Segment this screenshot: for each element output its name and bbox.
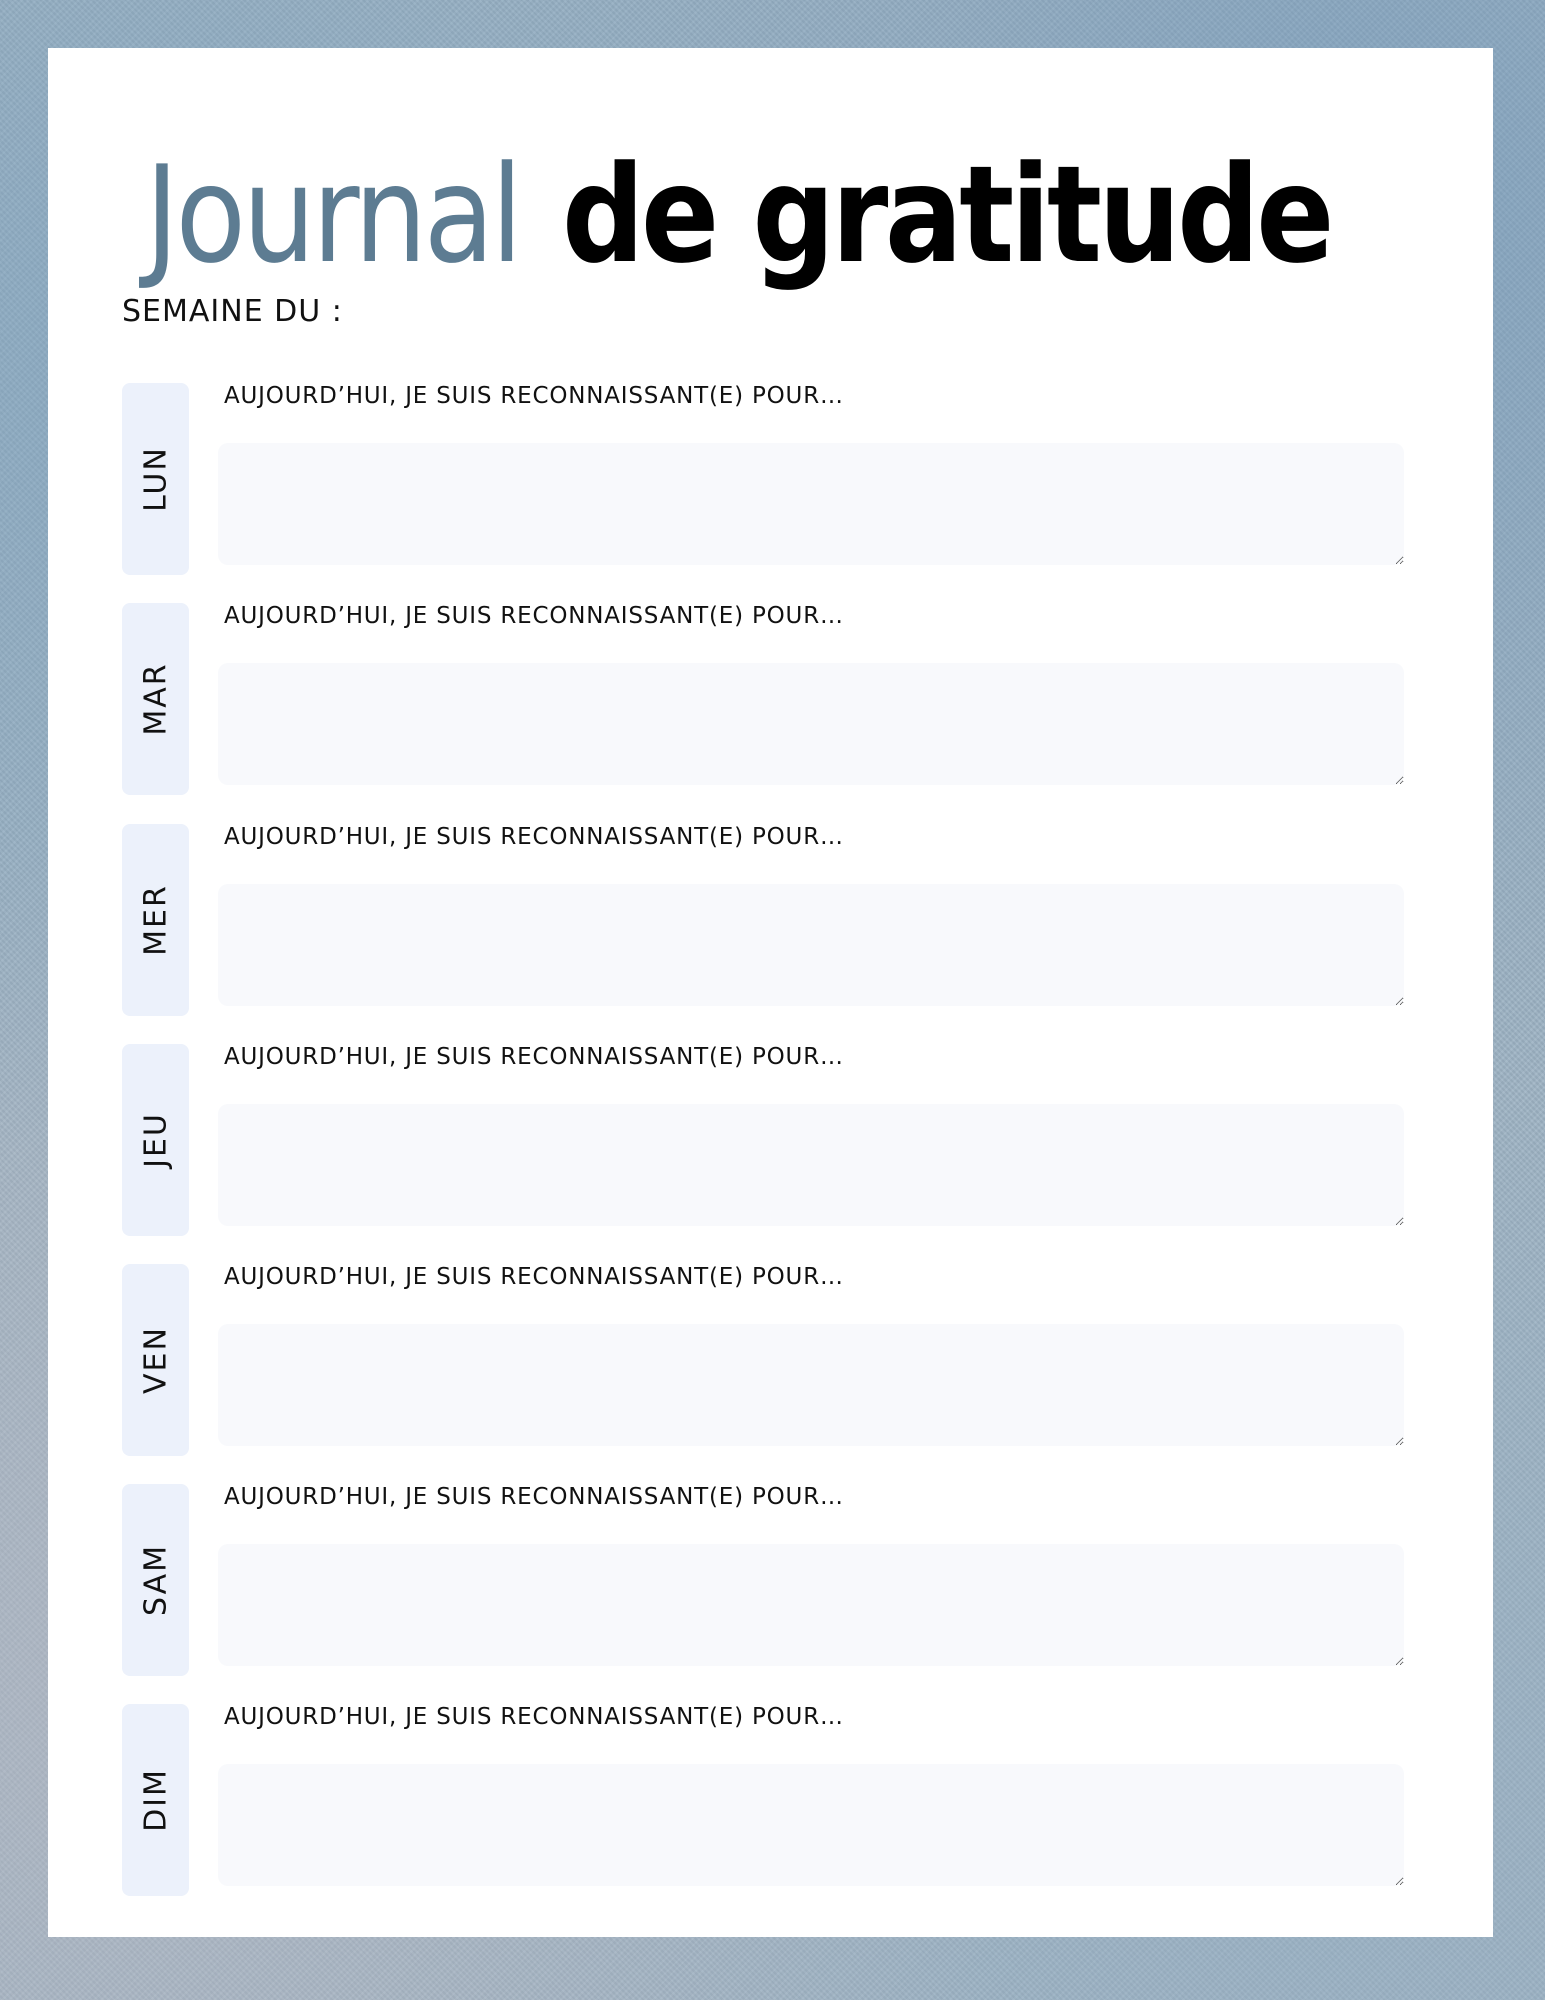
day-tab	[122, 1484, 189, 1676]
gratitude-prompt: AUJOURD’HUI, JE SUIS RECONNAISSANT(E) POUR…	[224, 603, 844, 629]
gratitude-prompt: AUJOURD’HUI, JE SUIS RECONNAISSANT(E) POUR…	[224, 1264, 844, 1290]
gratitude-prompt: AUJOURD’HUI, JE SUIS RECONNAISSANT(E) POUR…	[224, 1704, 844, 1730]
day-row-jeu	[122, 1044, 1452, 1236]
day-tab	[122, 603, 189, 795]
day-label: DIM	[138, 1768, 173, 1832]
day-row-mer	[122, 824, 1452, 1016]
day-label: VEN	[138, 1326, 173, 1394]
day-row-dim	[122, 1704, 1452, 1896]
day-row-lun	[122, 383, 1452, 575]
title-journal: Journal	[145, 137, 520, 293]
day-label: SAM	[138, 1543, 173, 1617]
day-tab	[122, 383, 189, 575]
gratitude-prompt: AUJOURD’HUI, JE SUIS RECONNAISSANT(E) POUR…	[224, 1484, 844, 1510]
day-label: LUN	[138, 446, 173, 512]
gratitude-entry-ven[interactable]	[218, 1324, 1404, 1446]
day-label: MAR	[138, 662, 173, 736]
day-label: MER	[138, 884, 173, 956]
day-tab	[122, 1044, 189, 1236]
gratitude-entry-jeu[interactable]	[218, 1104, 1404, 1226]
gratitude-entry-mar[interactable]	[218, 663, 1404, 785]
week-label: SEMAINE DU :	[122, 294, 343, 329]
gratitude-prompt: AUJOURD’HUI, JE SUIS RECONNAISSANT(E) POUR…	[224, 824, 844, 850]
day-tab	[122, 1264, 189, 1456]
title-de-gratitude: de gratitude	[562, 137, 1332, 293]
journal-sheet	[48, 48, 1493, 1937]
day-label: JEU	[138, 1112, 173, 1168]
gratitude-prompt: AUJOURD’HUI, JE SUIS RECONNAISSANT(E) POUR…	[224, 1044, 844, 1070]
gratitude-entry-dim[interactable]	[218, 1764, 1404, 1886]
day-tab	[122, 1704, 189, 1896]
gratitude-prompt: AUJOURD’HUI, JE SUIS RECONNAISSANT(E) POUR…	[224, 383, 844, 409]
gratitude-entry-mer[interactable]	[218, 884, 1404, 1006]
day-tab	[122, 824, 189, 1016]
day-row-ven	[122, 1264, 1452, 1456]
gratitude-entry-sam[interactable]	[218, 1544, 1404, 1666]
days-list	[48, 48, 1493, 1937]
day-row-sam	[122, 1484, 1452, 1676]
gratitude-entry-lun[interactable]	[218, 443, 1404, 565]
day-row-mar	[122, 603, 1452, 795]
